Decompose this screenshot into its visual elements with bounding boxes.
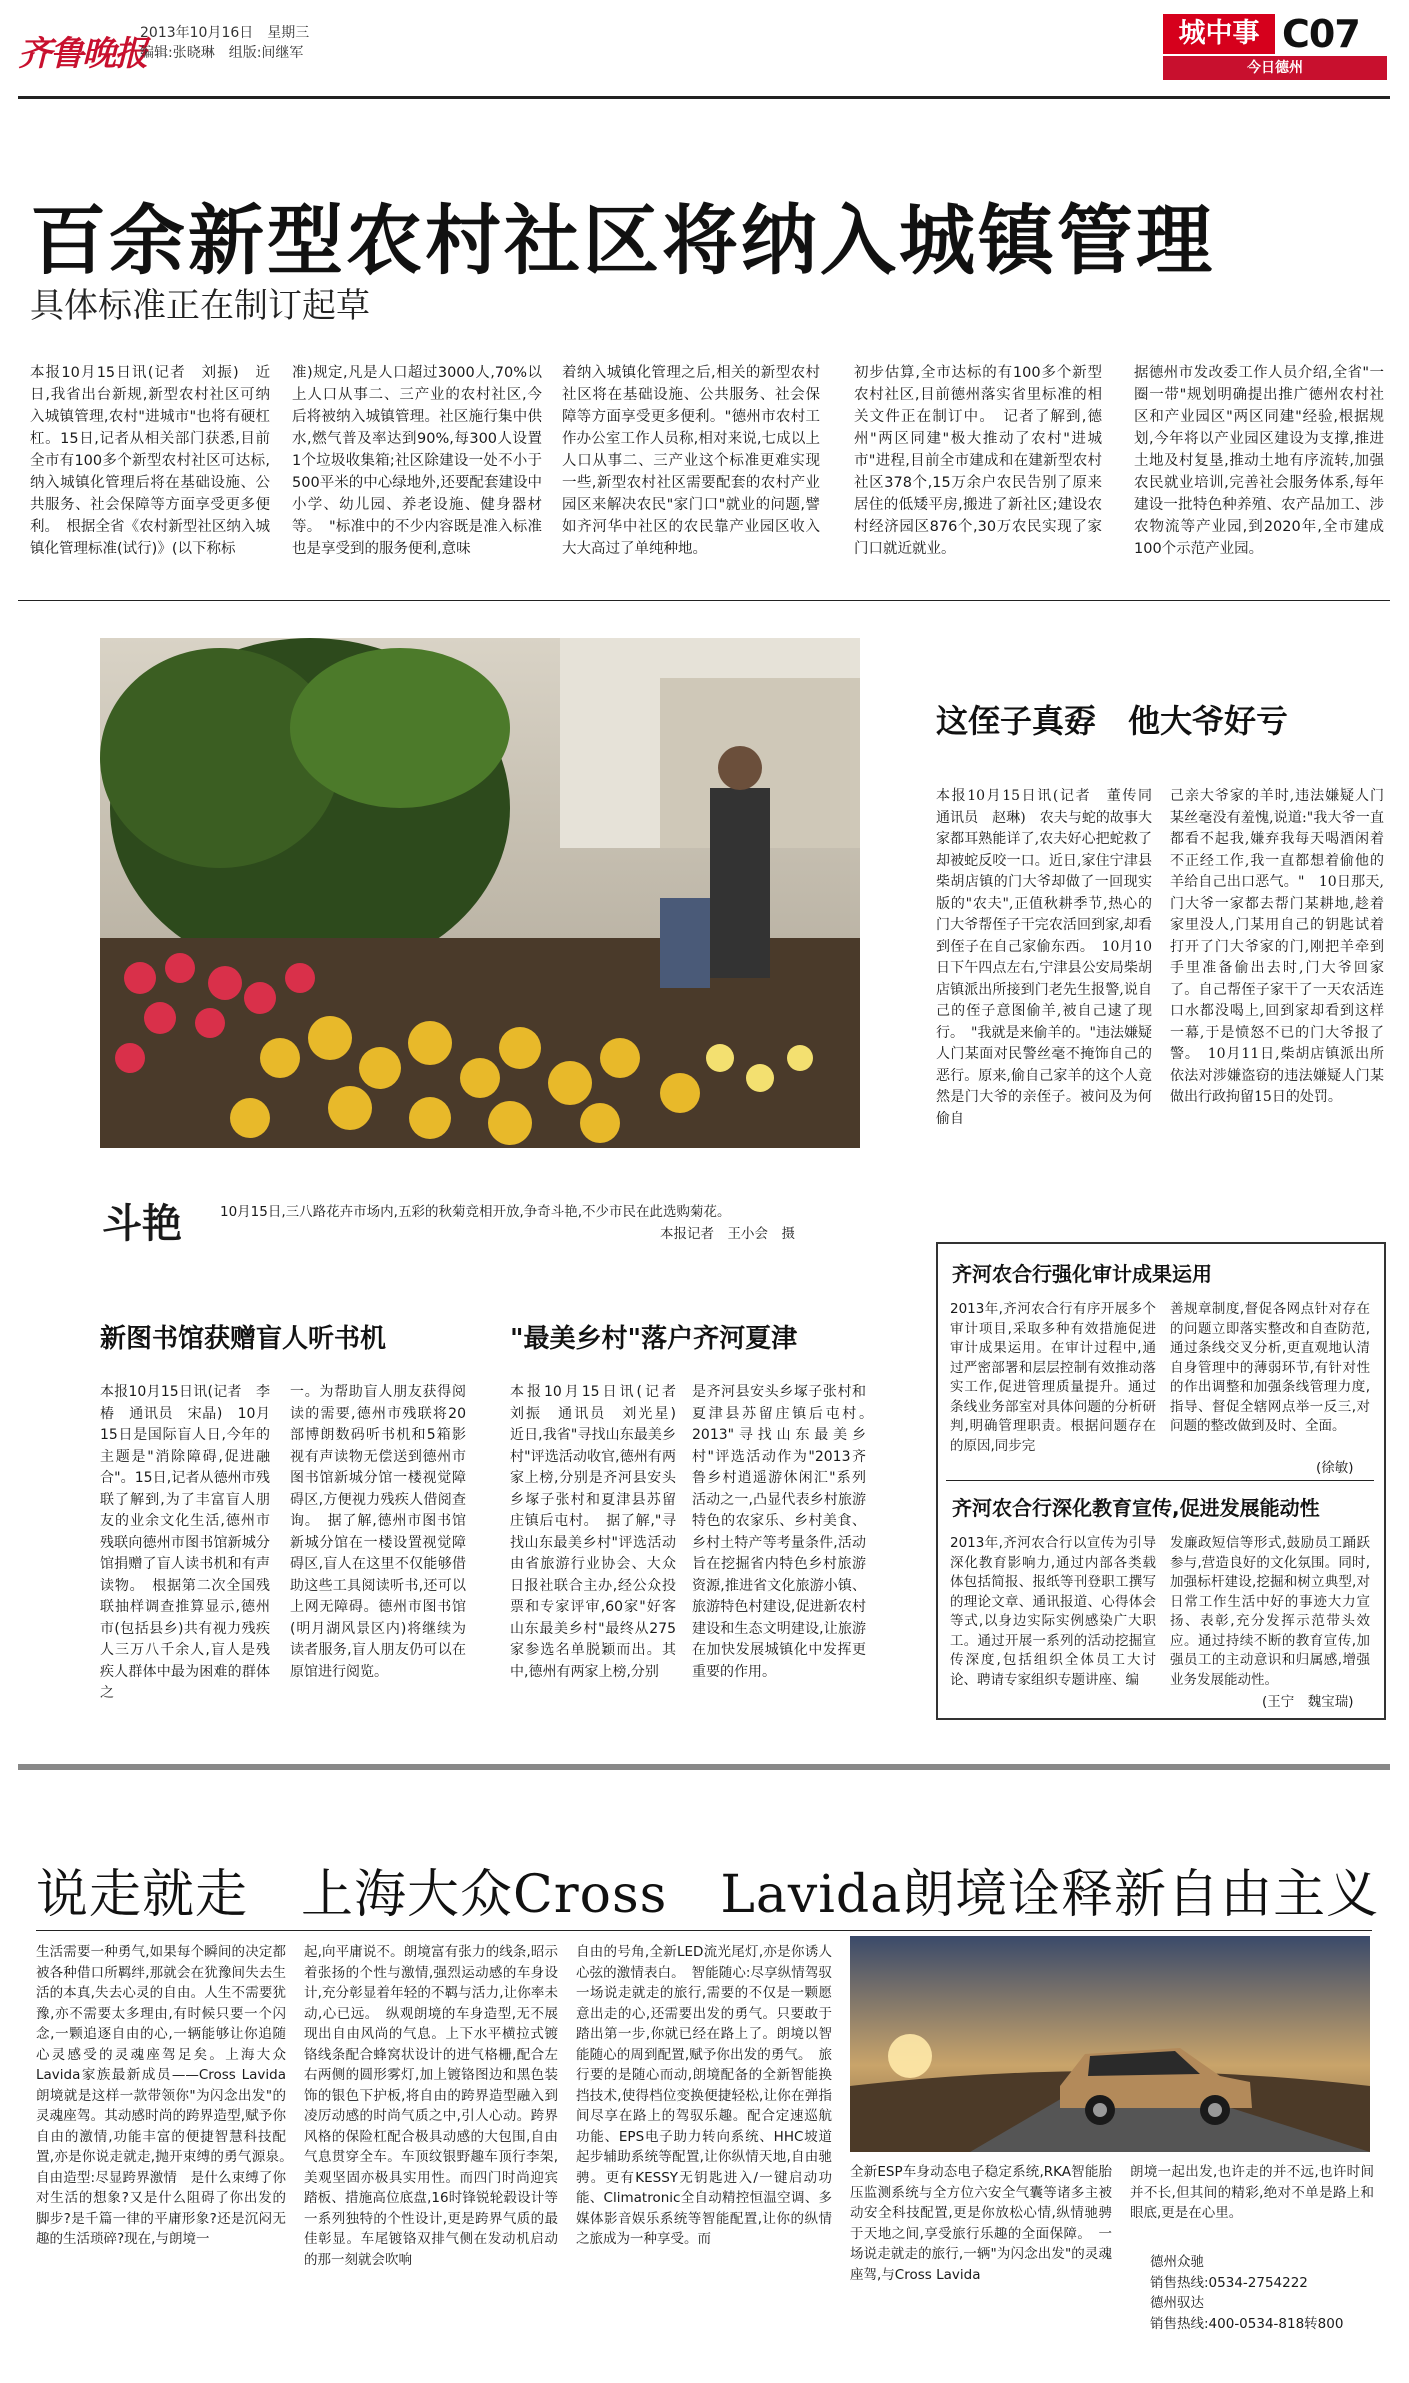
dealer-1-phone: 销售热线:0534-2754222 [1150, 2274, 1308, 2291]
dealer-2-phone: 销售热线:400-0534-818转800 [1150, 2315, 1344, 2332]
village-story-column-1: 本报10月15日讯(记者 刘振 通讯员 刘光星) 近日,我省"寻找山东最美乡村"评选活动收官,德州有两家上榜,分别是齐河县安头乡塚子张村和夏津县苏留庄镇后屯村。 据了解,"寻找山东最美乡村"评选活动由省旅游行业协会、大众日报社联合主办,经公众投票和专家评审,60家"好客山东最美乡村"最终从275家参选名单脱颖而出。其中,德州有两家上榜,分别 [510, 1384, 690, 1680]
page-number: C07 [1282, 12, 1360, 56]
library-story-column-1: 本报10月15日讯(记者 李椿 通讯员 宋晶) 10月15日是国际盲人日,今年的主题是"消除障碍,促进融合"。15日,记者从德州市残联了解到,为了丰富盲人朋友的业余文化生活,德州市残联向德州市图书馆新城分馆捐赠了盲人读书机和有声读物。 根据第二次全国残联抽样调查推算显示,德州市(包括县乡)共有视力残疾人三万八千余人,盲人是残疾人群体中最为困难的群体之 [100, 1384, 270, 1701]
ad-column-1: 生活需要一种勇气,如果每个瞬间的决定都被各种借口所羁绊,那就会在犹豫间失去生活的本真,失去心灵的自由。人生不需要犹豫,亦不需要太多理由,有时候只要一个闪念,一颗追逐自由的心,一辆能够让你追随心灵感受的灵魂座驾足矣。上海大众Lavida家族最新成员——Cross Lavida朗境就是这样一款带领你"为闪念出发"的灵魂座驾。其动感时尚的跨界造型,赋予你自由的激情,功能丰富的便捷智慧科技配置,亦是你说走就走,抛开束缚的勇气源泉。 自由造型:尽显跨界激情 是什么束缚了你对生活的想象?又是什么阻碍了你出发的脚步?是千篇一律的平庸形象?还是沉闷无趣的生活琐碎?现在,与朗境一 [36, 1944, 300, 2247]
ad-column-4: 全新ESP车身动态电子稳定系统,RKA智能胎压监测系统与全方位六安全气囊等诸多主被动安全科技配置,更是你放松心情,纵情驰骋于天地之间,享受旅行乐趣的全面保障。 一场说走就走的旅行,一辆"为闪念出发"的灵魂座驾,与Cross Lavida [850, 2164, 1112, 2283]
car-photo [850, 1936, 1370, 2152]
dealer-1-name: 德州众驰 [1150, 2254, 1204, 2270]
story-nephew-title: 这侄子真孬 他大爷好亏 [936, 702, 1289, 740]
car-photo-art [850, 1936, 1370, 2152]
flower-market-photo [100, 638, 860, 1148]
ad-column-3: 自由的号角,全新LED流光尾灯,亦是你诱人心弦的激情表白。 智能随心:尽享纵情驾驭 一场说走就走的旅行,需要的不仅是一颗愿意出走的心,还需要出发的勇气。只要敢于踏出第一步,你就已经在路上了。朗境以智能随心的周到配置,赋予你出发的勇气。 旅行要的是随心而动,朗境配备的全新智能换挡技术,使得档位变换便捷轻松,让你在弹指间尽享在路上的驾驭乐趣。配合定速巡航功能、EPS电子助力转向系统、HHC坡道起步辅助系统等配置,让你纵情天地,自由驰骋。更有KESSY无钥匙进入/一键启动功能、Climatronic全自动精控恒温空调、多媒体影音娱乐系统等智能配置,让你的纵情之旅成为一种享受。而 [576, 1944, 846, 2247]
story-nephew-column-2: 己亲大爷家的羊时,违法嫌疑人门某丝毫没有羞愧,说道:"我大爷一直都看不起我,嫌弃我每天喝酒闲着不正经工作,我一直都想着偷他的羊给自己出口恶气。" 10日那天,门大爷一家都去帮门某耕地,趁着家里没人,门某用自己的钥匙试着打开了门大爷家的门,刚把羊牵到手里准备偷出去时,门大爷回家了。自己帮侄子家干了一天农活连口水都没喝上,回到家却看到这样一幕,于是愤怒不已的门大爷报了警。 10月11日,柴胡店镇派出所依法对涉嫌盗窃的违法嫌疑人门某做出行政拘留15日的处罚。 [1170, 788, 1384, 1105]
village-story-title: "最美乡村"落户齐河夏津 [510, 1324, 798, 1354]
dealer-block [1150, 2252, 1343, 2334]
lead-column-4: 初步估算,全市达标的有100多个新型农村社区,目前德州落实省里标准的相关文件正在制订中。 记者了解到,德州"两区同建"极大推动了农村"进城市"进程,目前全市建成和在建新型农村社区378个,15万余户农民告别了原来居住的低矮平房,搬进了新社区;建设农村经济园区876个,30万农民实现了家门口就近就业。 [854, 365, 1102, 557]
lead-column-2: 准)规定,凡是人口超过3000人,70%以上人口从事二、三产业的农村社区,今后将被纳入城镇管理。社区施行集中供水,燃气普及率达到90%,每300人设置1个垃圾收集箱;社区除建设一处不小于500平米的中心绿地外,还要配套建设中小学、幼儿园、养老设施、健身器材等。 "标准中的不少内容既是准入标准也是享受到的服务便利,意味 [292, 365, 542, 557]
bank-audit-column-1: 2013年,齐河农合行有序开展多个审计项目,采取多种有效措施促进审计成果运用。在审计过程中,通过严密部署和层层控制有效推动落实工作,促进管理质量提升。通过条线业务部室对具体问题的分析研判,明确管理职责。根据问题存在的原因,同步完 [950, 1301, 1156, 1454]
ad-column-2: 起,向平庸说不。朗境富有张力的线条,昭示着张扬的个性与激情,强烈运动感的车身设计,充分彰显着年轻的不羁与活力,让你率未动,心已远。 纵观朗境的车身造型,无不展现出自由风尚的气息。上下水平横拉式镀铬线条配合蜂窝状设计的进气格栅,配合左右两侧的圆形雾灯,加上镀铬图边和黑色装饰的银色下护板,将自由的跨界造型融入到凌厉动感的时尚气质之中,引人心动。跨界风格的保险杠配合极具动感的大包围,自由气息贯穿全车。车顶纹银野趣车顶行李架,美观坚固亦极具实用性。而四门时尚迎宾踏板、措施高位底盘,16时锋锐轮毂设计等一系列独特的个性设计,更是跨界气质的最佳彰显。车尾镀铬双排气侧在发动机启动的那一刻就会吹响 [304, 1944, 558, 2268]
bank-audit-title: 齐河农合行强化审计成果运用 [952, 1262, 1212, 1286]
issue-date: 2013年10月16日 星期三 [140, 25, 310, 41]
photo-credit: 本报记者 王小会 摄 [660, 1226, 795, 1242]
library-story-column-2: 一。为帮助盲人朋友获得阅读的需要,德州市残联将20部博朗数码听书机和5箱影视有声读物无偿送到德州市图书馆新城分馆一楼视觉障碍区,方便视力残疾人借阅查询。 据了解,德州市图书馆新城分馆在一楼设置视觉障碍区,盲人在这里不仅能够借助这些工具阅读听书,还可以上网无障碍。德州市图书馆(明月湖风景区内)将继续为读者服务,盲人朋友仍可以在原馆进行阅览。 [290, 1384, 466, 1680]
newspaper-logo: 齐鲁晚报 [18, 34, 146, 74]
bank-education-column-2: 发廉政短信等形式,鼓励员工踊跃参与,营造良好的文化氛围。同时,加强标杆建设,挖掘和树立典型,对日常工作生活中好的事迹大力宣扬、表彰,充分发挥示范带头效应。通过持续不断的教育宣传,加强员工的主动意识和归属感,增强业务发展能动性。 [1170, 1535, 1370, 1688]
library-story-title: 新图书馆获赠盲人听书机 [100, 1324, 387, 1354]
header-rule [18, 96, 1390, 99]
ad-headline: 说走就走 上海大众Cross Lavida朗境诠释新自由主义 [36, 1865, 1380, 1925]
section-subtitle: 今日德州 [1163, 56, 1387, 80]
box-divider [946, 1480, 1374, 1481]
story-nephew-column-1: 本报10月15日讯(记者 董传同 通讯员 赵琳) 农夫与蛇的故事大家都耳熟能详了,农夫好心把蛇救了却被蛇反咬一口。近日,家住宁津县柴胡店镇的门大爷却做了一回现实版的"农夫",正值秋耕季节,热心的门大爷帮侄子干完农活回到家,却看到侄子在自己家偷东西。 10月10日下午四点左右,宁津县公安局柴胡店镇派出所接到门老先生报警,说自己的侄子意图偷羊,被自己逮了现行。 "我就是来偷羊的。"违法嫌疑人门某面对民警丝毫不掩饰自己的恶行。原来,偷自己家羊的这个人竟然是门大爷的亲侄子。被问及为何偷自 [936, 788, 1166, 1127]
ad-separator [18, 1764, 1390, 1770]
lead-column-5: 据德州市发改委工作人员介绍,全省"一圈一带"规划明确提出推广德州农村社区和产业园区"两区同建"经验,根据规划,今年将以产业园区建设为支撑,推进土地及村复垦,推动土地有序流转,加强农民就业培训,完善社会服务体系,每年建设一批特色种养殖、农产品加工、涉农物流等产业园,到2020年,全市建成100个示范产业园。 [1134, 365, 1384, 557]
bank-audit-column-2: 善规章制度,督促各网点针对存在的问题立即落实整改和自查防范,通过条线交叉分析,更直观地认清自身管理中的薄弱环节,有针对性的作出调整和加强条线管理力度,指导、督促全辖网点举一反三,对问题的整改做到及时、全面。 [1170, 1301, 1370, 1434]
village-story-column-2: 是齐河县安头乡塚子张村和夏津县苏留庄镇后屯村。 2013"寻找山东最美乡村"评选活动作为"2013齐鲁乡村逍遥游休闲汇"系列活动之一,凸显代表乡村旅游特色的农家乐、乡村美食、乡村土特产等考量条件,活动旨在挖掘省内特色乡村旅游资源,推进省文化旅游小镇、旅游特色村建设,促进新农村建设和生态文明建设,让旅游在加快发展城镇化中发挥更重要的作用。 [692, 1384, 880, 1680]
editor-credits: 编辑:张晓琳 组版:间继军 [140, 45, 304, 61]
photo-caption: 10月15日,三八路花卉市场内,五彩的秋菊竞相开放,争奇斗艳,不少市民在此选购菊花。 [220, 1204, 731, 1220]
ad-title-rule [36, 1930, 1372, 1931]
bank-education-column-1: 2013年,齐河农合行以宣传为引导深化教育影响力,通过内部各类载体包括简报、报纸等刊登职工撰写的理论文章、通讯报道、心得体会等式,以身边实际实例感染广大职工。通过开展一系列的活动挖掘宣传深度,包括组织全体员工大讨论、聘请专家组织专题讲座、编 [950, 1535, 1156, 1688]
photo-label: 斗艳 [102, 1200, 182, 1247]
ad-column-5: 朗境一起出发,也许走的并不远,也许时间并不长,但其间的精彩,绝对不单是路上和眼底,更是在心里。 [1130, 2164, 1374, 2221]
lead-column-3: 着纳入城镇化管理之后,相关的新型农村社区将在基础设施、公共服务、社会保障等方面享受更多便利。"德州市农村工作办公室工作人员称,相对来说,七成以上人口从事二、三产业这个标准更难实现一些,新型农村社区需要配套的农村产业园区来解决农民"家门口"就业的问题,譬如齐河华中社区的农民靠产业园区收入大大高过了单纯种地。 [562, 365, 820, 557]
section-rule [18, 600, 1390, 601]
lead-headline: 百余新型农村社区将纳入城镇管理 [30, 196, 1215, 285]
section-name: 城中事 [1163, 14, 1275, 54]
bank-audit-credit: (徐敏) [1316, 1460, 1354, 1476]
lead-column-1: 本报10月15日讯(记者 刘振) 近日,我省出台新规,新型农村社区可纳入城镇管理,农村"进城市"也将有硬杠杠。15日,记者从相关部门获悉,目前全市有100多个新型农村社区可达标,纳入城镇化管理后将在基础设施、公共服务、社会保障等方面享受更多便利。 根据全省《农村新型社区纳入城镇化管理标准(试行)》(以下称标 [30, 365, 270, 557]
flower-photo-art [100, 638, 860, 1148]
bank-education-credit: (王宁 魏宝瑞) [1262, 1694, 1354, 1710]
bank-education-title: 齐河农合行深化教育宣传,促进发展能动性 [952, 1496, 1320, 1520]
dealer-2-name: 德州驭达 [1150, 2295, 1204, 2311]
lead-subhead: 具体标准正在制订起草 [30, 286, 370, 326]
